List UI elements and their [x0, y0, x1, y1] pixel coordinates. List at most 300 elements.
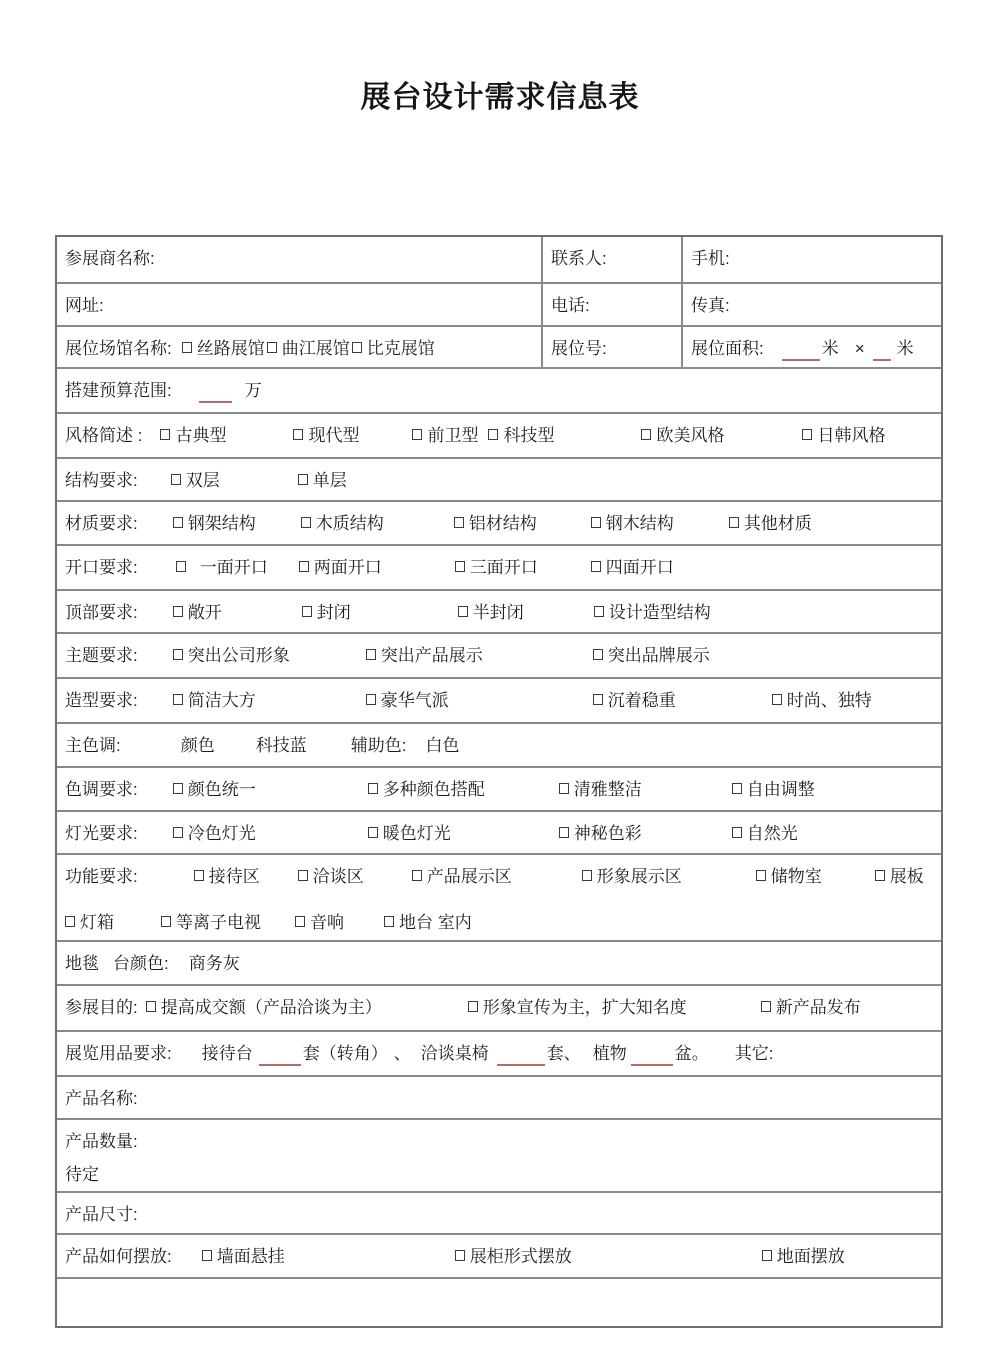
checkbox-icon[interactable]	[298, 870, 308, 881]
unit-label: 盆。	[674, 1044, 709, 1063]
checkbox-label: 设计造型结构	[608, 603, 711, 622]
product-quantity-row	[57, 1120, 941, 1193]
checkbox-icon[interactable]	[756, 870, 766, 881]
checkbox-icon[interactable]	[368, 827, 378, 838]
checkbox-icon[interactable]	[171, 474, 181, 485]
checkbox-icon[interactable]	[732, 783, 742, 794]
checkbox-label: 封闭	[316, 603, 351, 622]
form-line	[65, 779, 933, 801]
page-title: 展台设计需求信息表	[360, 81, 640, 114]
field-label: 产品尺寸:	[65, 1205, 138, 1224]
checkbox-label: 等离子电视	[176, 913, 261, 932]
checkbox-icon[interactable]	[458, 606, 468, 617]
cell	[57, 942, 941, 984]
cell	[57, 1032, 941, 1075]
punctuation: 、	[393, 1044, 411, 1063]
field-label: 网址:	[65, 296, 104, 315]
field-label: 造型要求:	[65, 691, 138, 710]
checkbox-icon[interactable]	[594, 606, 604, 617]
checkbox-option[interactable]	[173, 779, 256, 801]
cell	[57, 679, 941, 722]
checkbox-icon[interactable]	[202, 1250, 212, 1261]
cell	[57, 812, 941, 853]
checkbox-icon[interactable]	[761, 1001, 771, 1012]
unit-label: 套（转角）	[302, 1044, 388, 1063]
checkbox-label: 双层	[185, 471, 220, 490]
checkbox-icon[interactable]	[173, 783, 183, 794]
checkbox-option[interactable]	[591, 513, 674, 535]
blank-underline-field[interactable]	[259, 1054, 301, 1066]
checkbox-option[interactable]	[412, 866, 512, 888]
checkbox-option[interactable]	[582, 866, 682, 888]
checkbox-icon[interactable]	[875, 870, 885, 881]
checkbox-label: 一面开口	[199, 558, 268, 577]
checkbox-icon[interactable]	[295, 916, 305, 927]
checkbox-icon[interactable]	[762, 1250, 772, 1261]
checkbox-label: 多种颜色搭配	[382, 780, 485, 799]
field-label: 展位面积:	[691, 339, 764, 358]
checkbox-icon[interactable]	[454, 517, 464, 528]
checkbox-option[interactable]	[146, 997, 382, 1019]
field-label: 灯光要求:	[65, 824, 138, 843]
checkbox-option[interactable]	[65, 912, 114, 934]
cell	[57, 237, 543, 282]
checkbox-label: 颜色统一	[187, 780, 256, 799]
cell	[543, 284, 683, 325]
checkbox-label: 音响	[310, 913, 344, 932]
checkbox-icon[interactable]	[802, 429, 812, 440]
main-color-row	[57, 724, 941, 768]
checkbox-option[interactable]	[182, 338, 265, 360]
form-line	[65, 735, 933, 757]
checkbox-label: 钢架结构	[187, 514, 256, 533]
form-line	[65, 1131, 933, 1153]
field-label: 色调要求:	[65, 780, 138, 799]
form-line	[65, 1246, 933, 1268]
form-line	[65, 425, 933, 447]
form-line	[551, 295, 673, 317]
checkbox-label: 自然光	[746, 824, 798, 843]
checkbox-label: 提高成交额（产品洽谈为主）	[160, 998, 382, 1017]
cell	[57, 724, 941, 766]
checkbox-label: 丝路展馆	[196, 339, 265, 358]
checkbox-icon[interactable]	[559, 827, 569, 838]
opening-row	[57, 546, 941, 591]
checkbox-option[interactable]	[173, 513, 256, 535]
checkbox-label: 自由调整	[746, 780, 815, 799]
checkbox-label: 产品展示区	[426, 867, 512, 886]
checkbox-label: 形象宣传为主，扩大知名度	[482, 998, 687, 1017]
form-line	[65, 1164, 933, 1186]
checkbox-label: 两面开口	[313, 558, 382, 577]
checkbox-option[interactable]	[384, 912, 472, 934]
checkbox-option[interactable]	[732, 823, 798, 845]
style-row	[57, 414, 941, 459]
checkbox-label: 墙面悬挂	[216, 1247, 285, 1266]
field-label: 结构要求:	[65, 471, 138, 490]
checkbox-icon[interactable]	[593, 694, 603, 705]
field-value: 待定	[65, 1165, 99, 1184]
form-line	[65, 1204, 933, 1226]
cell	[683, 327, 941, 367]
checkbox-label: 其他材质	[743, 514, 812, 533]
checkbox-label: 洽谈区	[312, 867, 364, 886]
blank-underline-field[interactable]	[873, 349, 891, 361]
material-row	[57, 502, 941, 546]
unit-label: 米	[821, 339, 839, 358]
field-label: 传真:	[691, 296, 730, 315]
checkbox-option[interactable]	[594, 602, 711, 624]
cell	[683, 237, 941, 282]
checkbox-label: 形象展示区	[596, 867, 682, 886]
form-line	[691, 338, 933, 361]
checkbox-icon[interactable]	[161, 916, 171, 927]
lighting-row	[57, 812, 941, 855]
form-line	[65, 645, 933, 667]
blank-underline-field[interactable]	[631, 1054, 673, 1066]
checkbox-option[interactable]	[366, 690, 449, 712]
field-label: 颜色	[180, 736, 215, 755]
checkbox-icon[interactable]	[301, 517, 311, 528]
field-label: 材质要求:	[65, 514, 138, 533]
checkbox-label: 豪华气派	[380, 691, 449, 710]
checkbox-option[interactable]	[454, 513, 537, 535]
field-label: 主色调:	[65, 736, 121, 755]
checkbox-icon[interactable]	[173, 517, 183, 528]
form-line	[65, 513, 933, 535]
cell	[57, 1193, 941, 1233]
field-label: 展览用品要求:	[65, 1044, 172, 1063]
checkbox-icon[interactable]	[267, 342, 277, 353]
checkbox-option[interactable]	[368, 779, 485, 801]
checkbox-label: 前卫型	[427, 426, 479, 445]
checkbox-option[interactable]	[593, 690, 676, 712]
checkbox-option[interactable]	[366, 645, 483, 667]
checkbox-label: 简洁大方	[187, 691, 256, 710]
checkbox-option[interactable]	[298, 470, 347, 492]
checkbox-option[interactable]	[761, 997, 861, 1019]
checkbox-label: 暖色灯光	[382, 824, 451, 843]
checkbox-option[interactable]	[352, 338, 435, 360]
cell	[57, 1120, 941, 1191]
checkbox-option[interactable]	[173, 645, 290, 667]
form-line	[65, 997, 933, 1019]
cell	[57, 369, 941, 412]
checkbox-icon[interactable]	[582, 870, 592, 881]
cell	[57, 1235, 941, 1277]
form-line	[65, 295, 533, 317]
checkbox-option[interactable]	[176, 557, 268, 579]
field-value: 白色	[425, 736, 460, 755]
field-label: 产品名称:	[65, 1089, 138, 1108]
product-name-row	[57, 1077, 941, 1120]
checkbox-option[interactable]	[302, 602, 351, 624]
cell	[57, 1077, 941, 1118]
color-scheme-row	[57, 768, 941, 812]
checkbox-icon[interactable]	[593, 649, 603, 660]
checkbox-option[interactable]	[802, 425, 885, 447]
form-line	[65, 470, 933, 492]
checkbox-icon[interactable]	[368, 783, 378, 794]
checkbox-icon[interactable]	[173, 827, 183, 838]
field-label: 联系人:	[551, 249, 607, 268]
field-label: 植物	[592, 1044, 627, 1063]
checkbox-label: 突出产品展示	[380, 646, 483, 665]
checkbox-icon[interactable]	[772, 694, 782, 705]
form-table	[55, 235, 943, 1328]
checkbox-icon[interactable]	[468, 1001, 478, 1012]
form-line	[551, 248, 673, 270]
checkbox-label: 灯箱	[80, 913, 114, 932]
checkbox-icon[interactable]	[412, 429, 422, 440]
checkbox-option[interactable]	[295, 912, 344, 934]
field-value: 商务灰	[188, 954, 240, 973]
field-label: 电话:	[551, 296, 590, 315]
checkbox-label: 敞开	[187, 603, 222, 622]
cell	[57, 634, 941, 677]
checkbox-icon[interactable]	[173, 694, 183, 705]
cell	[57, 986, 941, 1030]
checkbox-option[interactable]	[267, 338, 350, 360]
checkbox-icon[interactable]	[366, 649, 376, 660]
form-line	[65, 1088, 933, 1110]
checkbox-option[interactable]	[729, 513, 812, 535]
checkbox-icon[interactable]	[194, 870, 204, 881]
form-line	[65, 690, 933, 712]
cell	[57, 327, 543, 367]
checkbox-label: 半封闭	[472, 603, 524, 622]
form-line	[65, 1043, 933, 1066]
checkbox-option[interactable]	[202, 1246, 285, 1268]
checkbox-label: 清雅整洁	[573, 780, 642, 799]
checkbox-option[interactable]	[468, 997, 687, 1019]
checkbox-label: 神秘色彩	[573, 824, 642, 843]
checkbox-option[interactable]	[161, 912, 261, 934]
field-label: 地毯	[65, 954, 99, 973]
form-line	[691, 295, 933, 317]
checkbox-label: 突出公司形象	[187, 646, 290, 665]
field-label: 接待台	[201, 1044, 253, 1063]
field-label: 参展商名称:	[65, 249, 155, 268]
checkbox-option[interactable]	[171, 470, 220, 492]
checkbox-option[interactable]	[875, 866, 924, 888]
field-value: 科技蓝	[255, 736, 307, 755]
checkbox-label: 木质结构	[315, 514, 384, 533]
cell	[57, 284, 543, 325]
purpose-row	[57, 986, 941, 1032]
form-line	[65, 953, 933, 975]
empty-row	[57, 1279, 941, 1326]
field-label: 洽谈桌椅	[420, 1044, 489, 1063]
form-line	[65, 602, 933, 624]
blank-underline-field[interactable]	[497, 1054, 545, 1066]
unit-label: 套、	[546, 1044, 581, 1063]
checkbox-label: 新产品发布	[775, 998, 861, 1017]
checkbox-icon[interactable]	[732, 827, 742, 838]
checkbox-option[interactable]	[455, 557, 538, 579]
checkbox-icon[interactable]	[559, 783, 569, 794]
cell	[683, 284, 941, 325]
product-size-row	[57, 1193, 941, 1235]
unit-label: 万	[244, 381, 262, 400]
checkbox-label: 古典型	[175, 426, 227, 445]
checkbox-icon[interactable]	[384, 916, 394, 927]
field-label: 功能要求:	[65, 867, 138, 886]
checkbox-icon[interactable]	[299, 561, 309, 572]
checkbox-option[interactable]	[173, 690, 256, 712]
field-label: 产品数量:	[65, 1132, 138, 1151]
checkbox-label: 欧美风格	[656, 426, 725, 445]
field-label: 主题要求:	[65, 646, 138, 665]
form-line	[65, 557, 933, 579]
checkbox-icon[interactable]	[591, 561, 601, 572]
blank-underline-field[interactable]	[782, 349, 820, 361]
checkbox-label: 展柜形式摆放	[469, 1247, 572, 1266]
checkbox-label: 单层	[312, 471, 347, 490]
checkbox-icon[interactable]	[591, 517, 601, 528]
checkbox-icon[interactable]	[146, 1001, 156, 1012]
product-placement-row	[57, 1235, 941, 1279]
checkbox-option[interactable]	[458, 602, 524, 624]
checkbox-icon[interactable]	[366, 694, 376, 705]
checkbox-option[interactable]	[455, 1246, 572, 1268]
checkbox-option[interactable]	[559, 823, 642, 845]
checkbox-icon[interactable]	[641, 429, 651, 440]
checkbox-icon[interactable]	[182, 342, 192, 353]
checkbox-option[interactable]	[772, 690, 872, 712]
checkbox-label: 科技型	[503, 426, 555, 445]
checkbox-option[interactable]	[293, 425, 359, 447]
checkbox-option[interactable]	[194, 866, 260, 888]
cell	[543, 327, 683, 367]
checkbox-label: 时尚、独特	[786, 691, 872, 710]
checkbox-option[interactable]	[299, 557, 382, 579]
checkbox-icon[interactable]	[176, 561, 186, 572]
checkbox-label: 地台 室内	[399, 913, 472, 932]
checkbox-label: 曲江展馆	[281, 339, 350, 358]
carpet-color-row	[57, 942, 941, 986]
checkbox-option[interactable]	[756, 866, 822, 888]
form-line	[65, 866, 933, 888]
form-line	[65, 338, 533, 360]
checkbox-option[interactable]	[160, 425, 226, 447]
form-line	[65, 248, 533, 270]
shape-row	[57, 679, 941, 724]
checkbox-option[interactable]	[301, 513, 384, 535]
checkbox-icon[interactable]	[173, 649, 183, 660]
field-label: 展位场馆名称:	[65, 339, 172, 358]
checkbox-option[interactable]	[368, 823, 451, 845]
field-label: 搭建预算范围:	[65, 381, 172, 400]
checkbox-icon[interactable]	[729, 517, 739, 528]
checkbox-option[interactable]	[173, 823, 256, 845]
field-label: 展位号:	[551, 339, 607, 358]
multiply-sign: ×	[854, 339, 865, 358]
field-label: 参展目的:	[65, 998, 138, 1017]
checkbox-label: 四面开口	[605, 558, 674, 577]
form-line	[691, 248, 933, 270]
checkbox-icon[interactable]	[488, 429, 498, 440]
blank-underline-field[interactable]	[199, 391, 232, 403]
checkbox-icon[interactable]	[173, 606, 183, 617]
structure-row	[57, 459, 941, 502]
checkbox-label: 三面开口	[469, 558, 538, 577]
form-line	[65, 912, 933, 934]
checkbox-option[interactable]	[488, 425, 554, 447]
checkbox-option[interactable]	[762, 1246, 845, 1268]
budget-row	[57, 369, 941, 414]
field-label: 手机:	[691, 249, 730, 268]
cell	[57, 414, 941, 457]
checkbox-label: 比克展馆	[366, 339, 435, 358]
theme-row	[57, 634, 941, 679]
checkbox-icon[interactable]	[298, 474, 308, 485]
checkbox-icon[interactable]	[160, 429, 170, 440]
cell	[57, 459, 941, 500]
form-line	[65, 380, 933, 403]
field-label: 产品如何摆放:	[65, 1247, 172, 1266]
field-label: 顶部要求:	[65, 603, 138, 622]
checkbox-label: 现代型	[308, 426, 360, 445]
checkbox-label: 沉着稳重	[607, 691, 676, 710]
checkbox-label: 突出品牌展示	[607, 646, 710, 665]
field-label: 辅助色:	[350, 736, 407, 755]
top-requirement-row	[57, 591, 941, 634]
cell	[543, 237, 683, 282]
checkbox-icon[interactable]	[455, 561, 465, 572]
cell	[57, 768, 941, 810]
checkbox-option[interactable]	[593, 645, 710, 667]
exhibitor-name-row	[57, 237, 941, 284]
checkbox-option[interactable]	[412, 425, 478, 447]
venue-row	[57, 327, 941, 369]
cell	[57, 591, 941, 632]
checkbox-icon[interactable]	[352, 342, 362, 353]
form-line	[551, 338, 673, 360]
checkbox-icon[interactable]	[412, 870, 422, 881]
cell	[57, 502, 941, 544]
checkbox-option[interactable]	[591, 557, 674, 579]
checkbox-option[interactable]	[173, 602, 222, 624]
checkbox-icon[interactable]	[302, 606, 312, 617]
cell	[57, 855, 941, 940]
form-line	[65, 823, 933, 845]
cell	[57, 546, 941, 589]
function-row	[57, 855, 941, 942]
checkbox-label: 接待区	[208, 867, 260, 886]
checkbox-label: 地面摆放	[776, 1247, 845, 1266]
checkbox-label: 展板	[889, 867, 924, 886]
website-row	[57, 284, 941, 327]
field-label: 开口要求:	[65, 558, 138, 577]
checkbox-label: 铝材结构	[468, 514, 537, 533]
checkbox-label: 钢木结构	[605, 514, 674, 533]
field-label: 风格简述 :	[65, 426, 143, 445]
checkbox-icon[interactable]	[293, 429, 303, 440]
checkbox-label: 日韩风格	[817, 426, 886, 445]
checkbox-option[interactable]	[298, 866, 364, 888]
checkbox-icon[interactable]	[65, 916, 75, 927]
checkbox-option[interactable]	[559, 779, 642, 801]
checkbox-icon[interactable]	[455, 1250, 465, 1261]
checkbox-option[interactable]	[732, 779, 815, 801]
unit-label: 米	[896, 339, 914, 358]
checkbox-label: 冷色灯光	[187, 824, 256, 843]
field-label: 台颜色:	[113, 954, 169, 973]
checkbox-label: 储物室	[770, 867, 822, 886]
cell	[57, 1279, 941, 1326]
checkbox-option[interactable]	[641, 425, 724, 447]
